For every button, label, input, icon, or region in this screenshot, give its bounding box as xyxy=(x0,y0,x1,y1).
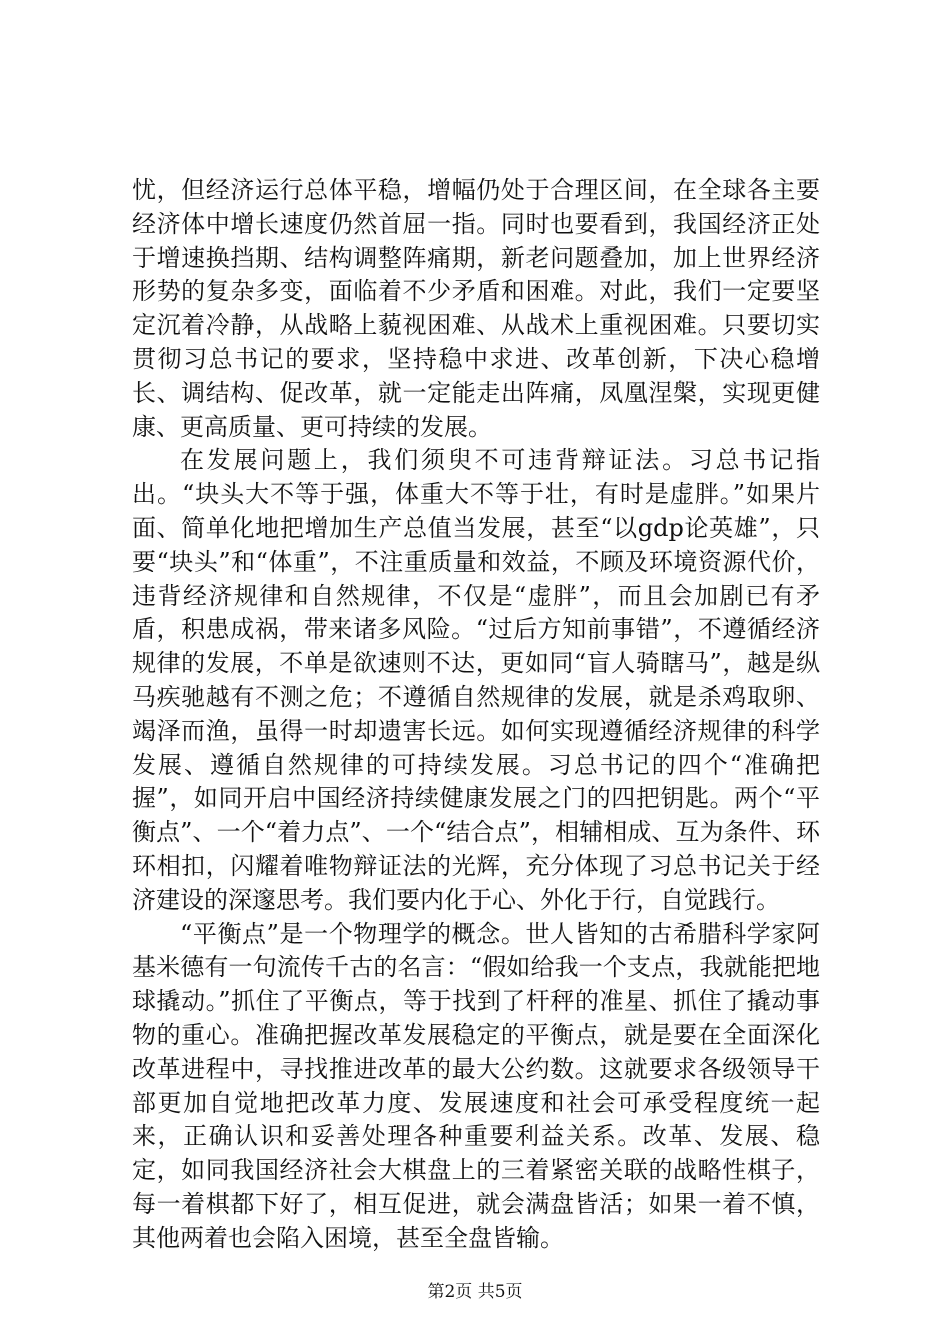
paragraph-continuation: 忧，但经济运行总体平稳，增幅仍处于合理区间，在全球各主要经济体中增长速度仍然首屈一指。同时也要看到，我国经济正处于增速换挡期、结构调整阵痛期，新老问题叠加，加上世界经济形势的复杂多变，面临着不少矛盾和困难。对此，我们一定要坚定沉着冷静，从战略上藐视困难、从战术上重视困难。只要切实贯彻习总书记的要求，坚持稳中求进、改革创新，下决心稳增长、调结构、促改革，就一定能走出阵痛，凤凰涅槃，实现更健康、更高质量、更可持续的发展。 xyxy=(132,176,820,441)
page-footer: 第2页 共5页 xyxy=(427,1282,523,1302)
paragraph-balance-point: “平衡点”是一个物理学的概念。世人皆知的古希腊科学家阿基米德有一句流传千古的名言：“假如给我一个支点，我就能把地球撬动。”抓住了平衡点，等于找到了杆秤的准星、抓住了撬动事物的重心。准确把握改革发展稳定的平衡点，就是要在全面深化改革进程中，寻找推进改革的最大公约数。这就要求各级领导干部更加自觉地把改革力度、发展速度和社会可承受程度统一起来，正确认识和妥善处理各种重要利益关系。改革、发展、稳定，如同我国经济社会大棋盘上的三着紧密关联的战略性棋子，每一着棋都下好了，相互促进，就会满盘皆活；如果一着不慎，其他两着也会陷入困境，甚至全盘皆输。 xyxy=(132,919,820,1252)
document-body xyxy=(132,174,820,1256)
paragraph-development: 在发展问题上，我们须臾不可违背辩证法。习总书记指出。“块头大不等于强，体重大不等于壮，有时是虚胖。”如果片面、简单化地把增加生产总值当发展，甚至“以gdp论英雄”，只要“块头”和“体重”，不注重质量和效益，不顾及环境资源代价，违背经济规律和自然规律，不仅是“虚胖”，而且会加剧已有矛盾，积患成祸，带来诸多风险。“过后方知前事错”，不遵循经济规律的发展，不单是欲速则不达，更如同“盲人骑瞎马”，越是纵马疾驰越有不测之危；不遵循自然规律的发展，就是杀鸡取卵、竭泽而渔，虽得一时却遗害长远。如何实现遵循经济规律的科学发展、遵循自然规律的可持续发展。习总书记的四个“准确把握”，如同开启中国经济持续健康发展之门的四把钥匙。两个“平衡点”、一个“着力点”、一个“结合点”，相辅相成、互为条件、环环相扣，闪耀着唯物辩证法的光辉，充分体现了习总书记关于经济建设的深邃思考。我们要内化于心、外化于行，自觉践行。 xyxy=(132,446,820,914)
